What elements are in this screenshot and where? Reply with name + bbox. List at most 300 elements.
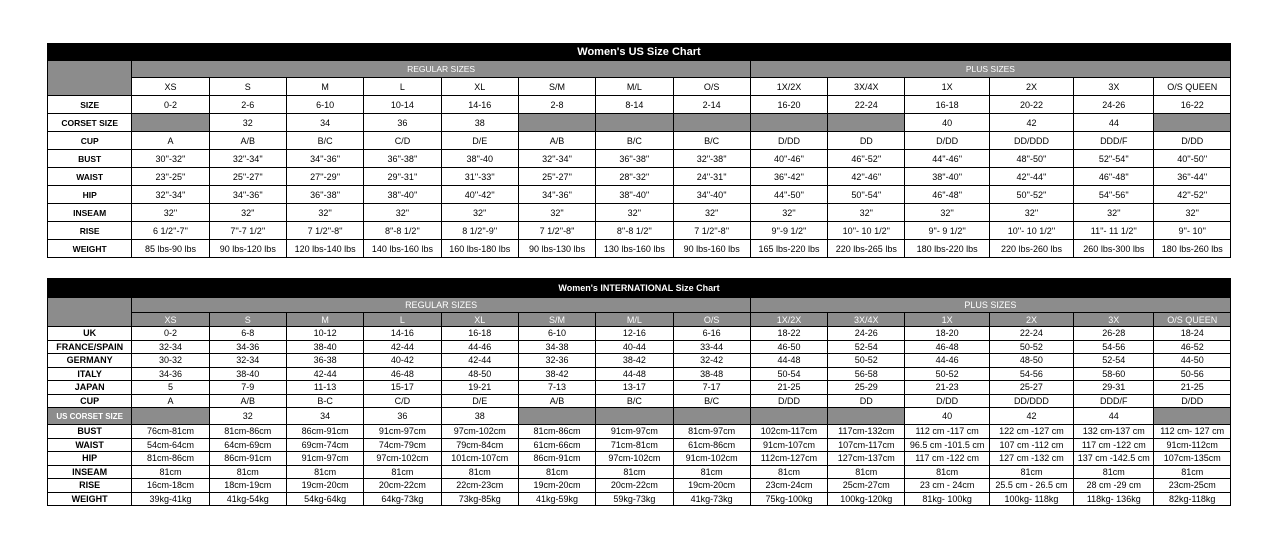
- row-label: US CORSET SIZE: [48, 408, 132, 425]
- table-cell: 117 cm -122 cm: [1074, 438, 1154, 452]
- table-row: [48, 240, 1231, 258]
- table-cell: 30''-32'': [132, 150, 209, 168]
- table-cell: DD/DDD: [989, 132, 1073, 150]
- table-cell: 71cm-81cm: [596, 438, 673, 452]
- table-cell: 81cm: [828, 465, 905, 479]
- table-cell: 127 cm -132 cm: [989, 452, 1073, 466]
- table-cell: 30-32: [132, 354, 209, 368]
- table-cell: 46-50: [750, 340, 827, 354]
- table-cell: 48-50: [441, 367, 518, 381]
- table-cell: D/DD: [905, 394, 989, 408]
- table-cell: 14-16: [441, 96, 518, 114]
- table-cell: 90 lbs-160 lbs: [673, 240, 750, 258]
- size-header-cell: S: [209, 313, 286, 327]
- table-cell: [596, 114, 673, 132]
- table-row: [48, 132, 1231, 150]
- table-cell: 42: [989, 408, 1073, 425]
- table-cell: 101cm-107cm: [441, 452, 518, 466]
- table-cell: B/C: [673, 394, 750, 408]
- table-cell: 6-8: [209, 327, 286, 341]
- table-cell: 38-42: [596, 354, 673, 368]
- table-cell: 220 lbs-265 lbs: [828, 240, 905, 258]
- table-cell: 54''-56'': [1074, 186, 1154, 204]
- table-cell: 40-42: [364, 354, 441, 368]
- table-cell: 96.5 cm -101.5 cm: [905, 438, 989, 452]
- table-cell: 24-26: [1074, 96, 1154, 114]
- table-cell: 19cm-20cm: [286, 479, 363, 493]
- table-cell: [828, 114, 905, 132]
- table-cell: 46-48: [364, 367, 441, 381]
- table-cell: [673, 408, 750, 425]
- table-cell: D/DD: [750, 394, 827, 408]
- table-row: [48, 465, 1231, 479]
- table-cell: 86cm-91cm: [286, 425, 363, 439]
- size-header-cell: S/M: [518, 313, 595, 327]
- row-label: JAPAN: [48, 381, 132, 395]
- table-cell: 32-42: [673, 354, 750, 368]
- table-cell: 91cm-112cm: [1154, 438, 1231, 452]
- row-label: FRANCE/SPAIN: [48, 340, 132, 354]
- row-label: ITALY: [48, 367, 132, 381]
- table-cell: 44-48: [750, 354, 827, 368]
- size-header-cell: M/L: [596, 78, 673, 96]
- table-cell: 25-29: [828, 381, 905, 395]
- table-cell: 36-38: [286, 354, 363, 368]
- table-cell: A/B: [518, 132, 595, 150]
- table-cell: 25''-27'': [209, 168, 286, 186]
- table-cell: 81cm: [132, 465, 209, 479]
- table-cell: 42''-46'': [828, 168, 905, 186]
- table-cell: B/C: [596, 394, 673, 408]
- table-cell: 130 lbs-160 lbs: [596, 240, 673, 258]
- table-cell: 23''-25'': [132, 168, 209, 186]
- table-cell: 2-6: [209, 96, 286, 114]
- plus-sizes-header: PLUS SIZES: [750, 298, 1230, 313]
- table-cell: 6 1/2''-7'': [132, 222, 209, 240]
- table-cell: 6-10: [518, 327, 595, 341]
- table-cell: 260 lbs-300 lbs: [1074, 240, 1154, 258]
- table-cell: 14-16: [364, 327, 441, 341]
- table-cell: 39kg-41kg: [132, 492, 209, 506]
- table-cell: 64cm-69cm: [209, 438, 286, 452]
- table-cell: 16cm-18cm: [132, 479, 209, 493]
- table-cell: 29''-31'': [364, 168, 441, 186]
- table-cell: 32''-34'': [132, 186, 209, 204]
- table-cell: 81cm-86cm: [209, 425, 286, 439]
- table-cell: [518, 114, 595, 132]
- table-cell: 11-13: [286, 381, 363, 395]
- table-row: [48, 222, 1231, 240]
- table-cell: 38-42: [518, 367, 595, 381]
- table-cell: 18cm-19cm: [209, 479, 286, 493]
- table-cell: 91cm-97cm: [596, 425, 673, 439]
- table-cell: 81cm: [596, 465, 673, 479]
- table-cell: 15-17: [364, 381, 441, 395]
- table-cell: 73kg-85kg: [441, 492, 518, 506]
- table-cell: 21-23: [905, 381, 989, 395]
- row-label: RISE: [48, 222, 132, 240]
- table-cell: 42''-52'': [1154, 186, 1231, 204]
- row-label: BUST: [48, 150, 132, 168]
- table-cell: 127cm-137cm: [828, 452, 905, 466]
- table-cell: 81cm-86cm: [132, 452, 209, 466]
- table-cell: 8-14: [596, 96, 673, 114]
- table-cell: 81cm: [441, 465, 518, 479]
- table-cell: [750, 114, 827, 132]
- table-cell: 40''-50'': [1154, 150, 1231, 168]
- table-cell: DD/DDD: [989, 394, 1073, 408]
- table-cell: 54-56: [989, 367, 1073, 381]
- table-row: [48, 186, 1231, 204]
- table-cell: 32''-34'': [518, 150, 595, 168]
- table-cell: 10-12: [286, 327, 363, 341]
- table-cell: 58-60: [1074, 367, 1154, 381]
- table-cell: 18-20: [905, 327, 989, 341]
- table-cell: 34-38: [518, 340, 595, 354]
- table-cell: 25-27: [989, 381, 1073, 395]
- table-cell: D/DD: [750, 132, 827, 150]
- table-cell: 50-52: [905, 367, 989, 381]
- table-cell: 38: [441, 114, 518, 132]
- table-cell: 122 cm -127 cm: [989, 425, 1073, 439]
- table-cell: 7 1/2''-8'': [286, 222, 363, 240]
- table-cell: 36''-42'': [750, 168, 827, 186]
- table-cell: 36''-38'': [364, 150, 441, 168]
- size-header-cell: S/M: [518, 78, 595, 96]
- table-cell: 31''-33'': [441, 168, 518, 186]
- table-cell: 81cm: [286, 465, 363, 479]
- table-cell: 7-17: [673, 381, 750, 395]
- table-cell: 7-13: [518, 381, 595, 395]
- table-cell: 36''-38'': [596, 150, 673, 168]
- table-cell: 32'': [905, 204, 989, 222]
- table-cell: 40''-42'': [441, 186, 518, 204]
- table-cell: 42-44: [441, 354, 518, 368]
- table-cell: D/DD: [1154, 394, 1231, 408]
- table-cell: 102cm-117cm: [750, 425, 827, 439]
- table-cell: 81cm: [750, 465, 827, 479]
- table-cell: 32'': [750, 204, 827, 222]
- table-row: [48, 381, 1231, 395]
- row-label: UK: [48, 327, 132, 341]
- table-cell: 32'': [364, 204, 441, 222]
- table-cell: 2-14: [673, 96, 750, 114]
- table-cell: 54kg-64kg: [286, 492, 363, 506]
- table-cell: 56-58: [828, 367, 905, 381]
- table-cell: 48-50: [989, 354, 1073, 368]
- table-row: [48, 452, 1231, 466]
- table-cell: 97cm-102cm: [364, 452, 441, 466]
- size-header-cell: 2X: [989, 313, 1073, 327]
- table-cell: 90 lbs-120 lbs: [209, 240, 286, 258]
- table-cell: 112 cm -117 cm: [905, 425, 989, 439]
- size-header-row: [48, 313, 1231, 327]
- table-row: [48, 340, 1231, 354]
- table-cell: 19-21: [441, 381, 518, 395]
- table-cell: 64kg-73kg: [364, 492, 441, 506]
- table-cell: 42-44: [364, 340, 441, 354]
- table-cell: 13-17: [596, 381, 673, 395]
- table-cell: 38''-40: [441, 150, 518, 168]
- table-cell: 86cm-91cm: [209, 452, 286, 466]
- table-cell: 9''-9 1/2'': [750, 222, 827, 240]
- table-cell: [518, 408, 595, 425]
- table-cell: 81cm: [1154, 465, 1231, 479]
- table-cell: [132, 408, 209, 425]
- table-cell: 107 cm -112 cm: [989, 438, 1073, 452]
- table-cell: 59kg-73kg: [596, 492, 673, 506]
- size-header-cell: M: [286, 78, 363, 96]
- table-cell: 34''-40'': [673, 186, 750, 204]
- table-cell: 32'': [518, 204, 595, 222]
- table-cell: DDD/F: [1074, 132, 1154, 150]
- us-size-chart: [47, 43, 1231, 258]
- international-size-chart: [47, 278, 1231, 506]
- table-cell: 32'': [441, 204, 518, 222]
- table-cell: 24''-31'': [673, 168, 750, 186]
- table-cell: 44-50: [1154, 354, 1231, 368]
- table-cell: 25.5 cm - 26.5 cm: [989, 479, 1073, 493]
- table-cell: 12-16: [596, 327, 673, 341]
- table-cell: 29-31: [1074, 381, 1154, 395]
- table-cell: 28 cm -29 cm: [1074, 479, 1154, 493]
- table-cell: 40: [905, 114, 989, 132]
- table-row: [48, 204, 1231, 222]
- table-cell: A/B: [209, 132, 286, 150]
- row-label: RISE: [48, 479, 132, 493]
- table-cell: 180 lbs-260 lbs: [1154, 240, 1231, 258]
- table-cell: D/DD: [1154, 132, 1231, 150]
- table-cell: 32: [209, 114, 286, 132]
- regular-sizes-header: REGULAR SIZES: [132, 61, 751, 78]
- table-cell: 26-28: [1074, 327, 1154, 341]
- table-cell: 36: [364, 114, 441, 132]
- table-cell: 220 lbs-260 lbs: [989, 240, 1073, 258]
- table-cell: 25''-27'': [518, 168, 595, 186]
- table-cell: 165 lbs-220 lbs: [750, 240, 827, 258]
- table-cell: 9''- 9 1/2'': [905, 222, 989, 240]
- table-cell: 22cm-23cm: [441, 479, 518, 493]
- row-label: INSEAM: [48, 465, 132, 479]
- table-cell: 7 1/2''-8'': [673, 222, 750, 240]
- table-cell: 32'': [209, 204, 286, 222]
- table-cell: 27''-29'': [286, 168, 363, 186]
- table-cell: 81cm: [905, 465, 989, 479]
- table-cell: 44''-46'': [905, 150, 989, 168]
- table-cell: C/D: [364, 132, 441, 150]
- table-cell: 2-8: [518, 96, 595, 114]
- table-cell: 46''-48'': [905, 186, 989, 204]
- table-cell: 34: [286, 114, 363, 132]
- table-cell: 7-9: [209, 381, 286, 395]
- table-cell: 32'': [596, 204, 673, 222]
- table-cell: 76cm-81cm: [132, 425, 209, 439]
- table-cell: 107cm-117cm: [828, 438, 905, 452]
- table-cell: 34-36: [209, 340, 286, 354]
- table-cell: 32'': [1074, 204, 1154, 222]
- table-cell: 52-54: [1074, 354, 1154, 368]
- table-cell: 91cm-107cm: [750, 438, 827, 452]
- table-cell: 100kg- 118kg: [989, 492, 1073, 506]
- table-cell: 34: [286, 408, 363, 425]
- table-cell: 41kg-73kg: [673, 492, 750, 506]
- table-cell: 36: [364, 408, 441, 425]
- table-cell: 44: [1074, 114, 1154, 132]
- row-label: HIP: [48, 452, 132, 466]
- table-cell: B/C: [596, 132, 673, 150]
- table-cell: 6-16: [673, 327, 750, 341]
- table-cell: 8''-8 1/2'': [596, 222, 673, 240]
- size-header-cell: S: [209, 78, 286, 96]
- table-cell: 50''-52'': [989, 186, 1073, 204]
- table-cell: 16-18: [905, 96, 989, 114]
- table-cell: 32'': [989, 204, 1073, 222]
- plus-sizes-header: PLUS SIZES: [750, 61, 1230, 78]
- table-cell: 140 lbs-160 lbs: [364, 240, 441, 258]
- table-cell: 32-34: [209, 354, 286, 368]
- table-cell: A: [132, 132, 209, 150]
- table-cell: 16-22: [1154, 96, 1231, 114]
- table-cell: 32'': [132, 204, 209, 222]
- table-row: [48, 354, 1231, 368]
- table-cell: 42-44: [286, 367, 363, 381]
- table-cell: 32'': [1154, 204, 1231, 222]
- size-header-cell: O/S QUEEN: [1154, 313, 1231, 327]
- table-cell: 36''-44'': [1154, 168, 1231, 186]
- size-header-cell: L: [364, 78, 441, 96]
- size-header-cell: 3X: [1074, 78, 1154, 96]
- table-cell: B/C: [286, 132, 363, 150]
- table-cell: 6-10: [286, 96, 363, 114]
- row-label: CORSET SIZE: [48, 114, 132, 132]
- table-cell: 81kg- 100kg: [905, 492, 989, 506]
- table-cell: 81cm: [989, 465, 1073, 479]
- table-cell: 100kg-120kg: [828, 492, 905, 506]
- size-header-cell: M/L: [596, 313, 673, 327]
- table-cell: 34''-36'': [518, 186, 595, 204]
- table-cell: 34''-36'': [209, 186, 286, 204]
- row-label: CUP: [48, 394, 132, 408]
- table-row: [48, 367, 1231, 381]
- table-cell: 81cm: [518, 465, 595, 479]
- table-cell: 54cm-64cm: [132, 438, 209, 452]
- table-row: [48, 492, 1231, 506]
- table-cell: 44-48: [596, 367, 673, 381]
- row-label: CUP: [48, 132, 132, 150]
- table-cell: [1154, 114, 1231, 132]
- table-cell: 118kg- 136kg: [1074, 492, 1154, 506]
- table-cell: 23 cm - 24cm: [905, 479, 989, 493]
- table-cell: 40: [905, 408, 989, 425]
- table-cell: 117cm-132cm: [828, 425, 905, 439]
- table-cell: 18-24: [1154, 327, 1231, 341]
- table-cell: 75kg-100kg: [750, 492, 827, 506]
- table-cell: 46''-52'': [828, 150, 905, 168]
- table-row: [48, 425, 1231, 439]
- table-cell: 85 lbs-90 lbs: [132, 240, 209, 258]
- table-cell: C/D: [364, 394, 441, 408]
- table-cell: 28''-32'': [596, 168, 673, 186]
- table-cell: 44-46: [905, 354, 989, 368]
- table-cell: 11''- 11 1/2'': [1074, 222, 1154, 240]
- table-cell: 24-26: [828, 327, 905, 341]
- table-cell: 50-54: [750, 367, 827, 381]
- table-cell: 117 cm -122 cm: [905, 452, 989, 466]
- table-cell: 81cm-97cm: [673, 425, 750, 439]
- table-cell: 81cm: [364, 465, 441, 479]
- table-cell: 107cm-135cm: [1154, 452, 1231, 466]
- table-cell: 0-2: [132, 96, 209, 114]
- row-label: HIP: [48, 186, 132, 204]
- row-label: GERMANY: [48, 354, 132, 368]
- row-label: BUST: [48, 425, 132, 439]
- table-cell: 38-40: [286, 340, 363, 354]
- table-cell: D/E: [441, 394, 518, 408]
- size-header-cell: L: [364, 313, 441, 327]
- table-cell: 46''-48'': [1074, 168, 1154, 186]
- table-cell: 5: [132, 381, 209, 395]
- regular-sizes-header: REGULAR SIZES: [132, 298, 751, 313]
- table-cell: 180 lbs-220 lbs: [905, 240, 989, 258]
- table-cell: [1154, 408, 1231, 425]
- table-cell: 91cm-97cm: [286, 452, 363, 466]
- table-cell: 44: [1074, 408, 1154, 425]
- table-cell: 34''-36'': [286, 150, 363, 168]
- table-cell: 33-44: [673, 340, 750, 354]
- table-cell: [596, 408, 673, 425]
- size-header-cell: O/S: [673, 313, 750, 327]
- size-header-cell: XS: [132, 313, 209, 327]
- table-cell: 20cm-22cm: [364, 479, 441, 493]
- table-cell: 34-36: [132, 367, 209, 381]
- size-header-cell: M: [286, 313, 363, 327]
- table-cell: 32-34: [132, 340, 209, 354]
- table-cell: 69cm-74cm: [286, 438, 363, 452]
- table-cell: 38-48: [673, 367, 750, 381]
- table-row: [48, 168, 1231, 186]
- table-cell: DDD/F: [1074, 394, 1154, 408]
- table-cell: D/DD: [905, 132, 989, 150]
- table-cell: 0-2: [132, 327, 209, 341]
- table-cell: B/C: [673, 132, 750, 150]
- table-cell: 21-25: [1154, 381, 1231, 395]
- table-cell: 25cm-27cm: [828, 479, 905, 493]
- row-label: WAIST: [48, 168, 132, 186]
- table-cell: 46-52: [1154, 340, 1231, 354]
- corner-cell: [48, 298, 132, 327]
- table-cell: 22-24: [828, 96, 905, 114]
- table-cell: 22-24: [989, 327, 1073, 341]
- table-cell: 160 lbs-180 lbs: [441, 240, 518, 258]
- table-cell: 18-22: [750, 327, 827, 341]
- table-cell: 41kg-54kg: [209, 492, 286, 506]
- table-cell: 97cm-102cm: [596, 452, 673, 466]
- table-cell: [132, 114, 209, 132]
- table-cell: 112 cm- 127 cm: [1154, 425, 1231, 439]
- table-cell: 54-56: [1074, 340, 1154, 354]
- size-header-cell: 3X/4X: [828, 78, 905, 96]
- table-cell: 50-56: [1154, 367, 1231, 381]
- table-cell: 9''- 10'': [1154, 222, 1231, 240]
- table-row: [48, 150, 1231, 168]
- table-cell: 61cm-86cm: [673, 438, 750, 452]
- table-row: [48, 394, 1231, 408]
- table-cell: 32-36: [518, 354, 595, 368]
- table-cell: 8 1/2''-9'': [441, 222, 518, 240]
- table-row: [48, 479, 1231, 493]
- table-cell: 97cm-102cm: [441, 425, 518, 439]
- size-header-cell: 2X: [989, 78, 1073, 96]
